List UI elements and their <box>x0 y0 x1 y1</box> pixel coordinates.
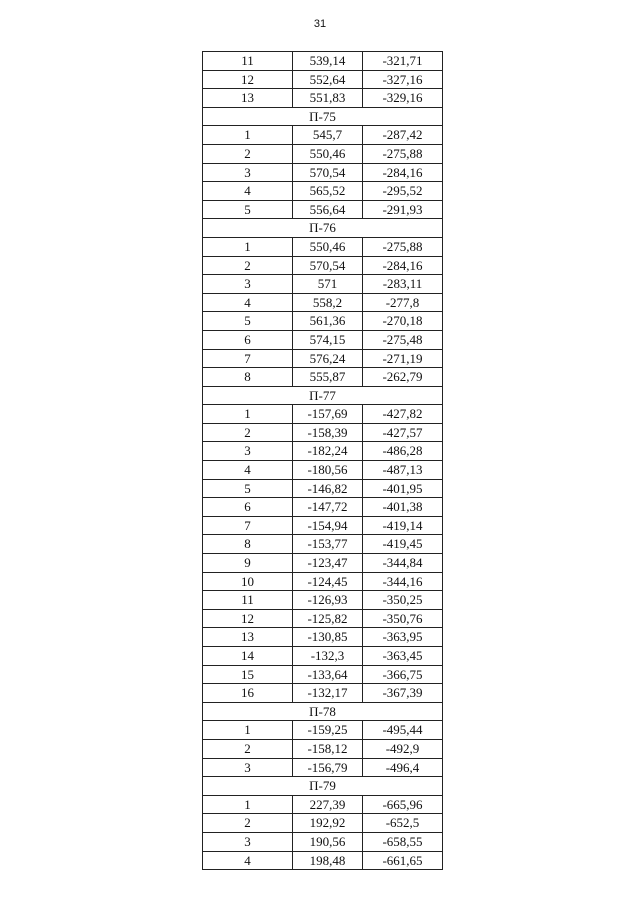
table-row <box>203 554 443 573</box>
table-row <box>203 52 443 71</box>
section-header-row <box>203 703 443 722</box>
y-coordinate-cell: -652,5 <box>363 814 443 832</box>
x-coordinate-cell: -133,64 <box>293 666 363 684</box>
point-number-cell: 11 <box>203 52 293 70</box>
point-number-cell: 16 <box>203 684 293 702</box>
point-number-cell: 1 <box>203 126 293 144</box>
table-row <box>203 610 443 629</box>
table-row <box>203 238 443 257</box>
x-coordinate-cell: 552,64 <box>293 71 363 89</box>
table-row <box>203 721 443 740</box>
table-row <box>203 294 443 313</box>
table-row <box>203 89 443 108</box>
point-number-cell: 5 <box>203 312 293 330</box>
x-coordinate-cell: -154,94 <box>293 517 363 535</box>
table-row <box>203 666 443 685</box>
table-row <box>203 498 443 517</box>
point-number-cell: 6 <box>203 498 293 516</box>
y-coordinate-cell: -401,38 <box>363 498 443 516</box>
x-coordinate-cell: -156,79 <box>293 759 363 777</box>
table-row <box>203 480 443 499</box>
x-coordinate-cell: 198,48 <box>293 852 363 870</box>
x-coordinate-cell: 570,54 <box>293 164 363 182</box>
point-number-cell: 2 <box>203 145 293 163</box>
point-number-cell: 10 <box>203 573 293 591</box>
y-coordinate-cell: -321,71 <box>363 52 443 70</box>
table-row <box>203 628 443 647</box>
y-coordinate-cell: -284,16 <box>363 257 443 275</box>
x-coordinate-cell: -123,47 <box>293 554 363 572</box>
y-coordinate-cell: -284,16 <box>363 164 443 182</box>
y-coordinate-cell: -401,95 <box>363 480 443 498</box>
y-coordinate-cell: -275,88 <box>363 238 443 256</box>
table-row <box>203 591 443 610</box>
x-coordinate-cell: -124,45 <box>293 573 363 591</box>
y-coordinate-cell: -283,11 <box>363 275 443 293</box>
x-coordinate-cell: 550,46 <box>293 238 363 256</box>
point-number-cell: 5 <box>203 201 293 219</box>
y-coordinate-cell: -262,79 <box>363 368 443 386</box>
y-coordinate-cell: -427,57 <box>363 424 443 442</box>
y-coordinate-cell: -419,45 <box>363 535 443 553</box>
x-coordinate-cell: -147,72 <box>293 498 363 516</box>
x-coordinate-cell: -125,82 <box>293 610 363 628</box>
x-coordinate-cell: -153,77 <box>293 535 363 553</box>
point-number-cell: 2 <box>203 257 293 275</box>
point-number-cell: 1 <box>203 796 293 814</box>
table-row <box>203 424 443 443</box>
point-number-cell: 15 <box>203 666 293 684</box>
table-row <box>203 461 443 480</box>
y-coordinate-cell: -419,14 <box>363 517 443 535</box>
y-coordinate-cell: -366,75 <box>363 666 443 684</box>
point-number-cell: 1 <box>203 721 293 739</box>
table-row <box>203 759 443 778</box>
x-coordinate-cell: 550,46 <box>293 145 363 163</box>
table-row <box>203 852 443 871</box>
x-coordinate-cell: 556,64 <box>293 201 363 219</box>
x-coordinate-cell: -126,93 <box>293 591 363 609</box>
point-number-cell: 6 <box>203 331 293 349</box>
table-row <box>203 182 443 201</box>
point-number-cell: 8 <box>203 535 293 553</box>
x-coordinate-cell: -180,56 <box>293 461 363 479</box>
point-number-cell: 2 <box>203 740 293 758</box>
point-number-cell: 4 <box>203 461 293 479</box>
table-row <box>203 796 443 815</box>
y-coordinate-cell: -363,95 <box>363 628 443 646</box>
y-coordinate-cell: -344,16 <box>363 573 443 591</box>
table-row <box>203 164 443 183</box>
table-row <box>203 126 443 145</box>
x-coordinate-cell: -132,17 <box>293 684 363 702</box>
point-number-cell: 4 <box>203 852 293 870</box>
table-row <box>203 257 443 276</box>
table-row <box>203 647 443 666</box>
x-coordinate-cell: -182,24 <box>293 442 363 460</box>
section-header-row <box>203 219 443 238</box>
y-coordinate-cell: -271,19 <box>363 350 443 368</box>
x-coordinate-cell: -158,12 <box>293 740 363 758</box>
x-coordinate-cell: 227,39 <box>293 796 363 814</box>
section-header-row <box>203 777 443 796</box>
x-coordinate-cell: 190,56 <box>293 833 363 851</box>
y-coordinate-cell: -350,25 <box>363 591 443 609</box>
x-coordinate-cell: 576,24 <box>293 350 363 368</box>
point-number-cell: 13 <box>203 89 293 107</box>
y-coordinate-cell: -270,18 <box>363 312 443 330</box>
coordinates-table <box>202 51 443 870</box>
point-number-cell: 1 <box>203 405 293 423</box>
point-number-cell: 3 <box>203 442 293 460</box>
y-coordinate-cell: -492,9 <box>363 740 443 758</box>
x-coordinate-cell: -132,3 <box>293 647 363 665</box>
table-row <box>203 814 443 833</box>
y-coordinate-cell: -658,55 <box>363 833 443 851</box>
point-number-cell: 12 <box>203 610 293 628</box>
point-number-cell: 3 <box>203 164 293 182</box>
table-row <box>203 833 443 852</box>
x-coordinate-cell: 545,7 <box>293 126 363 144</box>
table-row <box>203 275 443 294</box>
y-coordinate-cell: -487,13 <box>363 461 443 479</box>
y-coordinate-cell: -327,16 <box>363 71 443 89</box>
point-number-cell: 5 <box>203 480 293 498</box>
x-coordinate-cell: 561,36 <box>293 312 363 330</box>
table-row <box>203 740 443 759</box>
point-number-cell: 12 <box>203 71 293 89</box>
x-coordinate-cell: 539,14 <box>293 52 363 70</box>
section-header-row <box>203 387 443 406</box>
table-row <box>203 312 443 331</box>
point-number-cell: 2 <box>203 814 293 832</box>
y-coordinate-cell: -486,28 <box>363 442 443 460</box>
section-title: П-76 <box>203 219 443 237</box>
table-row <box>203 517 443 536</box>
y-coordinate-cell: -329,16 <box>363 89 443 107</box>
y-coordinate-cell: -350,76 <box>363 610 443 628</box>
x-coordinate-cell: 555,87 <box>293 368 363 386</box>
x-coordinate-cell: 558,2 <box>293 294 363 312</box>
y-coordinate-cell: -295,52 <box>363 182 443 200</box>
x-coordinate-cell: -158,39 <box>293 424 363 442</box>
page-number: 31 <box>313 18 327 30</box>
table-row <box>203 368 443 387</box>
section-header-row <box>203 108 443 127</box>
x-coordinate-cell: 570,54 <box>293 257 363 275</box>
table-row <box>203 405 443 424</box>
point-number-cell: 2 <box>203 424 293 442</box>
y-coordinate-cell: -661,65 <box>363 852 443 870</box>
y-coordinate-cell: -277,8 <box>363 294 443 312</box>
point-number-cell: 11 <box>203 591 293 609</box>
section-title: П-77 <box>203 387 443 405</box>
x-coordinate-cell: 192,92 <box>293 814 363 832</box>
y-coordinate-cell: -287,42 <box>363 126 443 144</box>
point-number-cell: 4 <box>203 294 293 312</box>
y-coordinate-cell: -367,39 <box>363 684 443 702</box>
table-row <box>203 331 443 350</box>
y-coordinate-cell: -427,82 <box>363 405 443 423</box>
x-coordinate-cell: 565,52 <box>293 182 363 200</box>
table-row <box>203 201 443 220</box>
y-coordinate-cell: -665,96 <box>363 796 443 814</box>
table-row <box>203 71 443 90</box>
point-number-cell: 3 <box>203 275 293 293</box>
x-coordinate-cell: 551,83 <box>293 89 363 107</box>
section-title: П-79 <box>203 777 443 795</box>
y-coordinate-cell: -363,45 <box>363 647 443 665</box>
y-coordinate-cell: -344,84 <box>363 554 443 572</box>
point-number-cell: 13 <box>203 628 293 646</box>
table-row <box>203 442 443 461</box>
x-coordinate-cell: -130,85 <box>293 628 363 646</box>
x-coordinate-cell: 574,15 <box>293 331 363 349</box>
point-number-cell: 4 <box>203 182 293 200</box>
table-row <box>203 535 443 554</box>
x-coordinate-cell: -157,69 <box>293 405 363 423</box>
point-number-cell: 9 <box>203 554 293 572</box>
point-number-cell: 1 <box>203 238 293 256</box>
point-number-cell: 3 <box>203 833 293 851</box>
point-number-cell: 8 <box>203 368 293 386</box>
section-title: П-78 <box>203 703 443 721</box>
y-coordinate-cell: -496,4 <box>363 759 443 777</box>
x-coordinate-cell: -146,82 <box>293 480 363 498</box>
point-number-cell: 14 <box>203 647 293 665</box>
section-title: П-75 <box>203 108 443 126</box>
y-coordinate-cell: -495,44 <box>363 721 443 739</box>
x-coordinate-cell: -159,25 <box>293 721 363 739</box>
table-row <box>203 684 443 703</box>
table-row <box>203 350 443 369</box>
x-coordinate-cell: 571 <box>293 275 363 293</box>
point-number-cell: 3 <box>203 759 293 777</box>
y-coordinate-cell: -275,48 <box>363 331 443 349</box>
table-row <box>203 573 443 592</box>
point-number-cell: 7 <box>203 517 293 535</box>
y-coordinate-cell: -291,93 <box>363 201 443 219</box>
table-row <box>203 145 443 164</box>
y-coordinate-cell: -275,88 <box>363 145 443 163</box>
point-number-cell: 7 <box>203 350 293 368</box>
